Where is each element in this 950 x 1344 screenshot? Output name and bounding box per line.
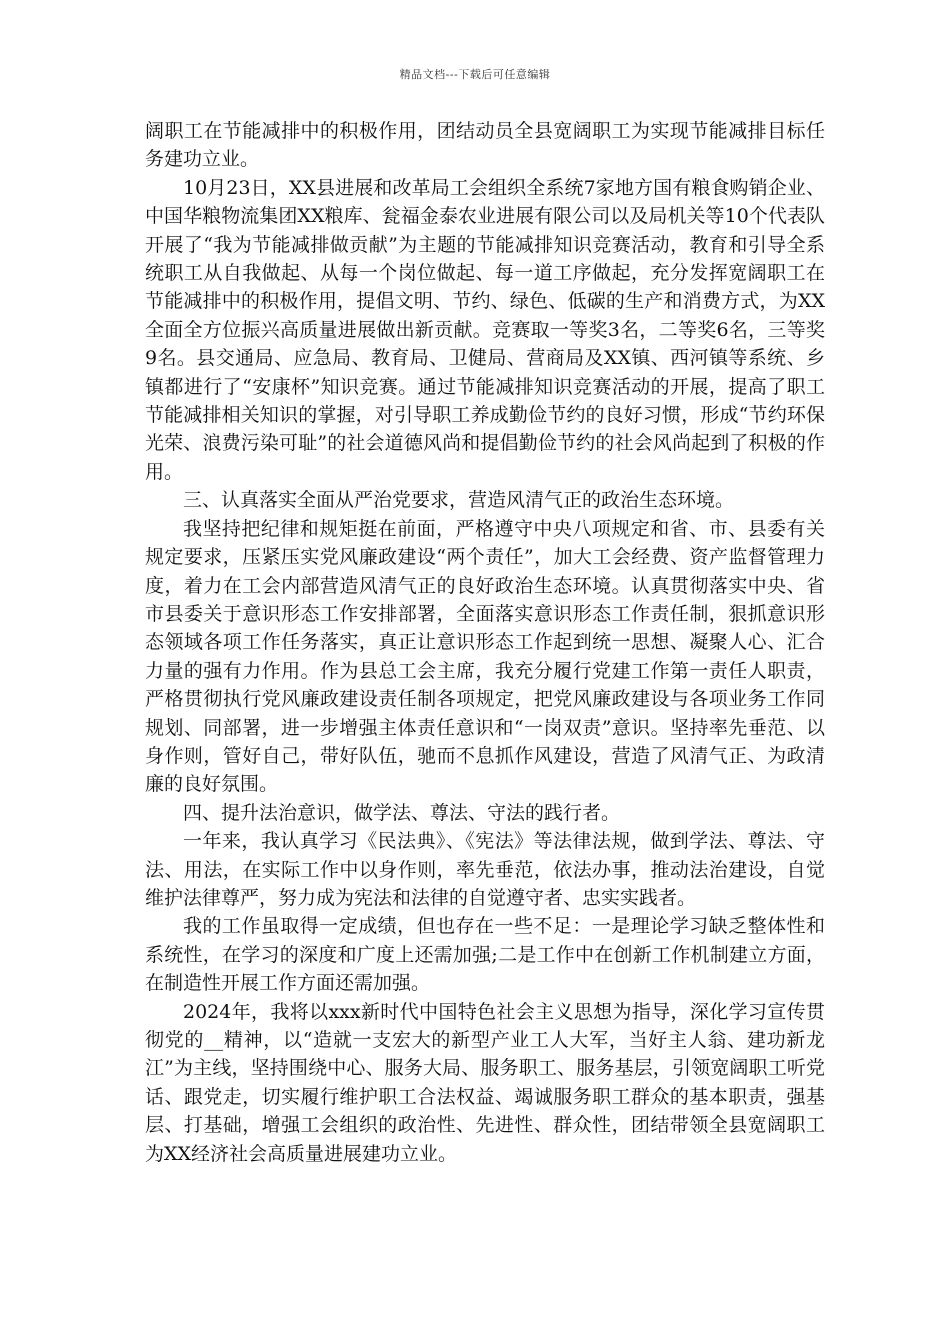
paragraph: 阔职工在节能减排中的积极作用，团结动员全县宽阔职工为实现节能减排目标任务建功立业。 [145, 120, 825, 171]
section-heading: 四、提升法治意识，做学法、尊法、守法的践行者。 [183, 801, 621, 824]
paragraph: 10月23日，XX县进展和改革局工会组织全系统7家地方国有粮食购销企业、中国华粮物流集团XX粮库、瓮福金泰农业进展有限公司以及局机关等10个代表队开展了“我为节能减排做贡献”为主题的节能减排知识竞赛活动，教育和引导全系统职工从自我做起、从每一个岗位做起、每一道工序做起，充分发挥宽阔职工在节能减排中的积极作用，提倡文明、节约、绿色、低碳的生产和消费方式，为XX全面全方位振兴高质量进展做出新贡献。竞赛取一等奖3名，二等奖6名，三等奖9名。县交通局、应急局、教育局、卫健局、营商局及XX镇、西河镇等系统、乡镇都进行了“安康杯”知识竞赛。通过节能减排知识竞赛活动的开展，提高了职工节能减排相关知识的掌握，对引导职工养成勤俭节约的良好习惯，形成“节约环保光荣、浪费污染可耻”的社会道德风尚和提倡勤俭节约的社会风尚起到了积极的作用。 [145, 176, 825, 483]
paragraph: 2024年，我将以xxx新时代中国特色社会主义思想为指导，深化学习宣传贯彻党的__精神，以“造就一支宏大的新型产业工人大军，当好主人翁、建功新龙江”为主线，坚持围绕中心、服务大局、服务职工、服务基层，引领宽阔职工听党话、跟党走，切实履行维护职工合法权益、竭诚服务职工群众的基本职责，强基层、打基础，增强工会组织的政治性、先进性、群众性，团结带领全县宽阔职工为XX经济社会高质量进展建功立业。 [145, 1000, 825, 1165]
document-body [145, 117, 825, 1168]
paragraph: 一年来，我认真学习《民法典》、《宪法》等法律法规，做到学法、尊法、守法、用法，在实际工作中以身作则，率先垂范，依法办事，推动法治建设，自觉维护法律尊严，努力成为宪法和法律的自觉遵守者、忠实实践者。 [145, 830, 825, 909]
page-header: 精品文档---下载后可任意编辑 [399, 68, 551, 81]
section-heading: 三、认真落实全面从严治党要求，营造风清气正的政治生态环境。 [183, 489, 735, 512]
paragraph: 我坚持把纪律和规矩挺在前面，严格遵守中央八项规定和省、市、县委有关规定要求，压紧压实党风廉政建设“两个责任”，加大工会经费、资产监督管理力度，着力在工会内部营造风清气正的良好政治生态环境。认真贯彻落实中央、省市县委关于意识形态工作安排部署，全面落实意识形态工作责任制，狠抓意识形态领域各项工作任务落实，真正让意识形态工作起到统一思想、凝聚人心、汇合力量的强有力作用。作为县总工会主席，我充分履行党建工作第一责任人职责，严格贯彻执行党风廉政建设责任制各项规定，把党风廉政建设与各项业务工作同规划、同部署，进一步增强主体责任意识和“一岗双责”意识。坚持率先垂范、以身作则，管好自己，带好队伍，驰而不息抓作风建设，营造了风清气正、为政清廉的良好氛围。 [145, 517, 825, 796]
paragraph: 我的工作虽取得一定成绩，但也存在一些不足：一是理论学习缺乏整体性和系统性，在学习的深度和广度上还需加强;二是工作中在创新工作机制建立方面，在制造性开展工作方面还需加强。 [145, 915, 825, 995]
